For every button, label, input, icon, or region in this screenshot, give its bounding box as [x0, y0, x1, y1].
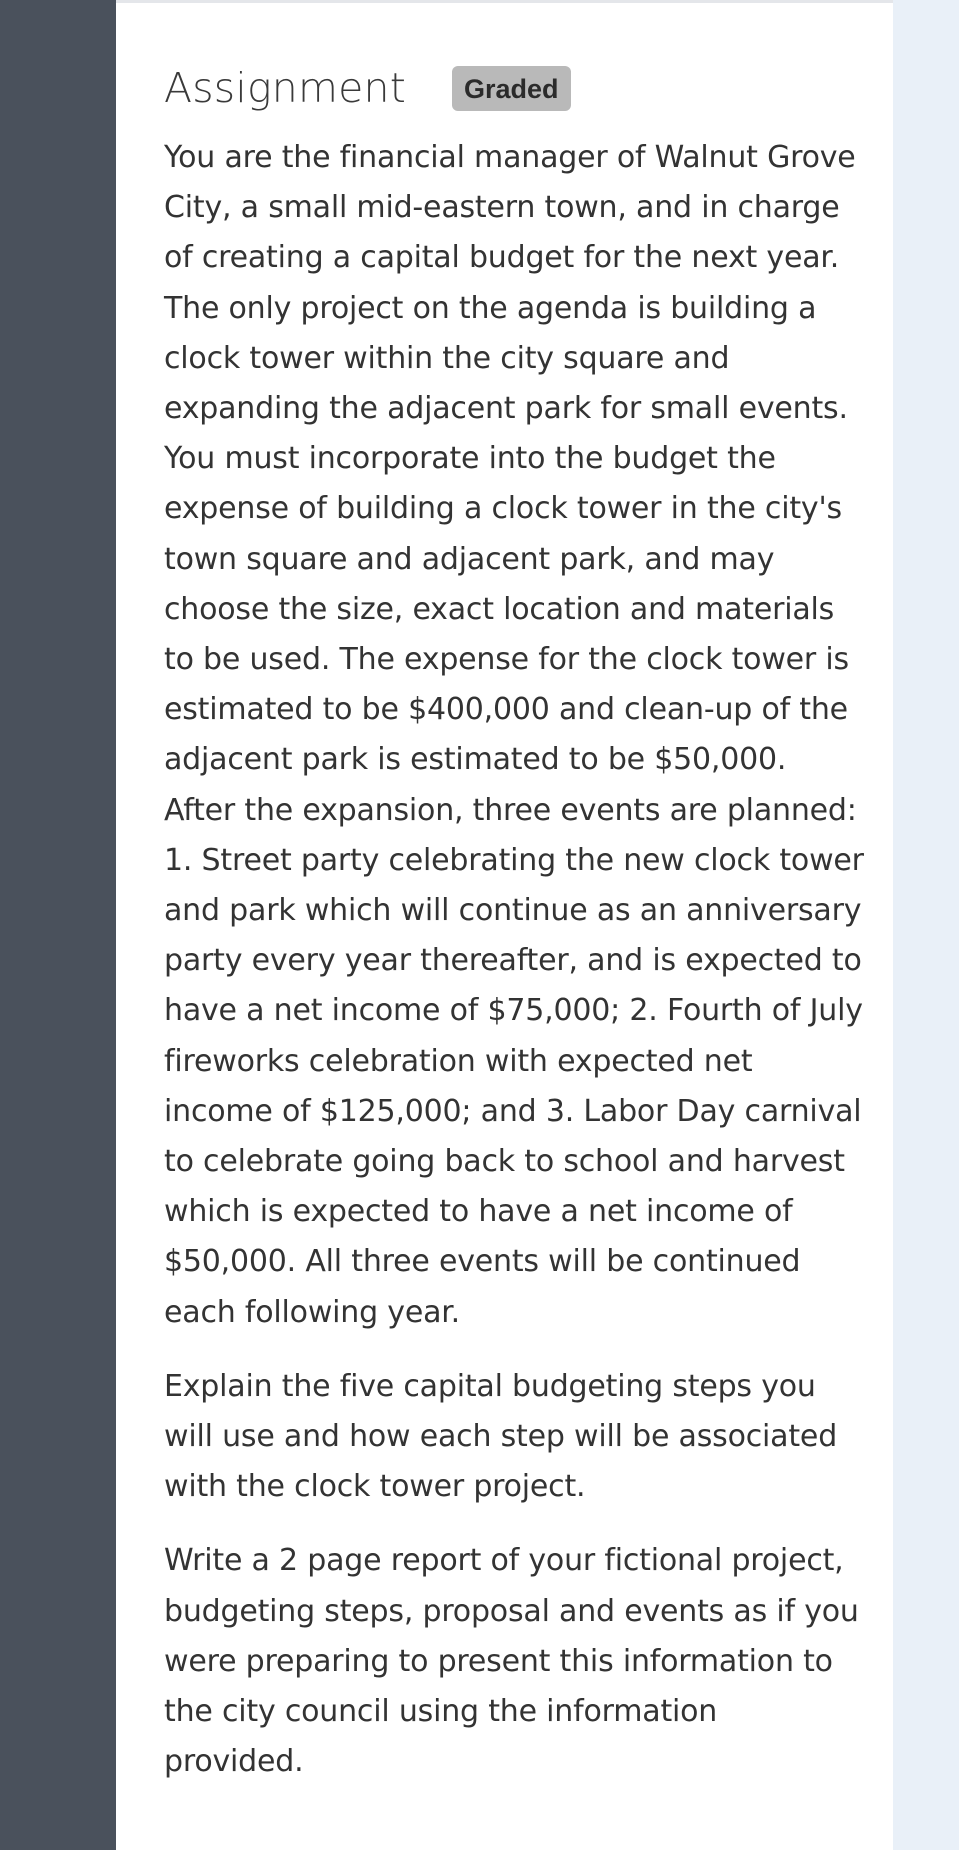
- right-background-strip: [893, 0, 959, 1850]
- left-sidebar-strip: [0, 0, 116, 1850]
- assignment-question-paragraph: Explain the five capital budgeting steps you will use and how each step will be associated with the clock tower project.: [164, 1368, 838, 1505]
- assignment-scenario-paragraph: You are the financial manager of Walnut Grove City, a small mid-eastern town, and in charge of creating a capital budget for the next year. The only project on the agenda is building a clock tower within the city square and expanding the adjacent park for small events. You must incorporate into the budget the expense of building a clock tower in the city's town square and adjacent park, and may choose the size, exact location and materials to be used. The expense for the clock tower is estimated to be $400,000 and clean-up of the adjacent park is estimated to be $50,000. After the expansion, three events are planned: 1. Street party celebrating the new clock tower and park which will continue as an anniversary party every year thereafter, and is expected to have a net income of $75,000; 2. Fourth of July fireworks celebration with expected net income of $125,000; and 3. Labor Day carnival to celebrate going back to school and harvest which is expected to have a net income of $50,000. All three events will be continued each following year.: [164, 140, 864, 1330]
- assignment-title: Assignment: [164, 64, 406, 112]
- assignment-report-paragraph: Write a 2 page report of your fictional project, budgeting steps, proposal and events as if you were preparing to present this information to the city council using the information provided.: [164, 1543, 859, 1780]
- assignment-header: [164, 53, 864, 123]
- assignment-content: [164, 53, 864, 1788]
- graded-badge: Graded: [452, 66, 571, 111]
- assignment-card: [116, 0, 893, 1850]
